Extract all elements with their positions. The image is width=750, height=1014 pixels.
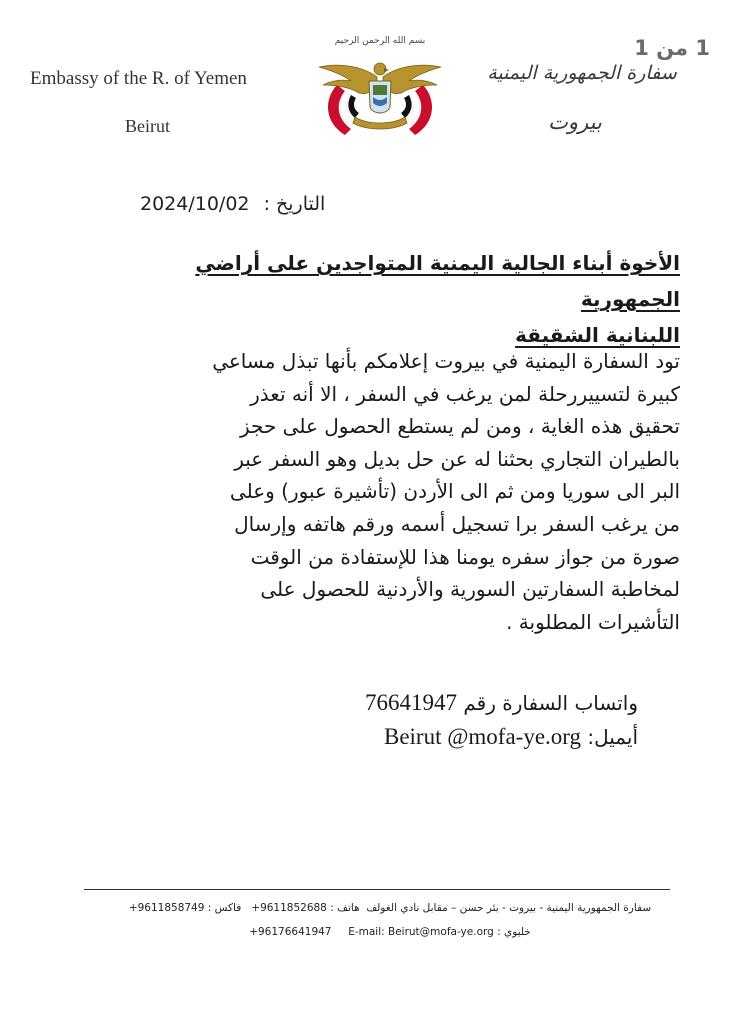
date-value: 2024/10/02 (140, 193, 250, 215)
footer-address: سفارة الجمهورية اليمنية - بيروت - بئر حسن – مقابل نادي الغولف (366, 902, 652, 914)
footer-phone: +9611852688 (251, 902, 327, 914)
footer-email: E-mail: Beirut@mofa-ye.org (348, 926, 494, 938)
city-ar: بيروت (548, 110, 602, 134)
whatsapp-number: 76641947 (365, 690, 457, 715)
embassy-name-ar: سفارة الجمهورية اليمنية (487, 62, 677, 84)
date-label: التاريخ : (263, 193, 326, 215)
footer-mobile: +96176641947 (249, 926, 332, 938)
body-line: تحقيق هذه الغاية ، ومن لم يستطع الحصول على حجز (240, 414, 680, 439)
footer-contact-line (200, 926, 580, 938)
eagle-wing-left (319, 65, 377, 93)
email-line (318, 720, 638, 754)
eagle-wing-right (383, 65, 441, 93)
letter-subject (100, 245, 680, 353)
letter-body (100, 345, 680, 638)
yemen-eagle-emblem-icon (315, 55, 445, 140)
eagle-scroll (353, 117, 407, 129)
footer-phone-label: هاتف : (330, 902, 360, 914)
body-line: صورة من جواز سفره يومنا هذا للإستفادة من الوقت (250, 544, 680, 569)
date-line (140, 193, 325, 215)
subject-line-1: الأخوة أبناء الجالية اليمنية المتواجدين على أراضي الجمهورية (195, 251, 680, 311)
basmala: بسم الله الرحمن الرحيم (334, 36, 426, 46)
footer-fax-label: فاكس : (207, 902, 242, 914)
footer-mobile-label: خليوي : (497, 926, 531, 938)
city-en: Beirut (125, 116, 170, 136)
footer-rule (84, 889, 670, 890)
contact-block (318, 686, 638, 754)
whatsapp-line (318, 686, 638, 720)
body-line: تود السفارة اليمنية في بيروت إعلامكم بأنها تبذل مساعي (212, 349, 680, 373)
body-line: لمخاطبة السفارتين السورية والأردنية للحصول على (260, 577, 680, 602)
whatsapp-label: واتساب السفارة رقم (463, 691, 638, 715)
footer-address-line (120, 902, 660, 914)
body-line: التأشيرات المطلوبة . (506, 609, 680, 634)
body-line: من يرغب السفر برا تسجيل أسمه ورقم هاتفه وإرسال (234, 511, 680, 536)
email-value: Beirut @mofa-ye.org (383, 724, 582, 749)
subject-line-2: اللبنانية الشقيقة (515, 323, 680, 347)
footer-fax: +9611858749 (128, 902, 205, 914)
email-label: أيميل: (587, 725, 638, 749)
body-line: البر الى سوريا ومن ثم الى الأردن (تأشيرة عبور) وعلى (229, 479, 680, 504)
body-line: كبيرة لتسييررحلة لمن يرغب في السفر ، الا أنه تعذر (250, 381, 680, 406)
page-counter: 1 من 1 (634, 36, 710, 60)
embassy-name-en: Embassy of the R. of Yemen (30, 68, 247, 89)
body-line: بالطيران التجاري بحثنا له عن حل بديل وهو السفر عبر (234, 446, 680, 471)
